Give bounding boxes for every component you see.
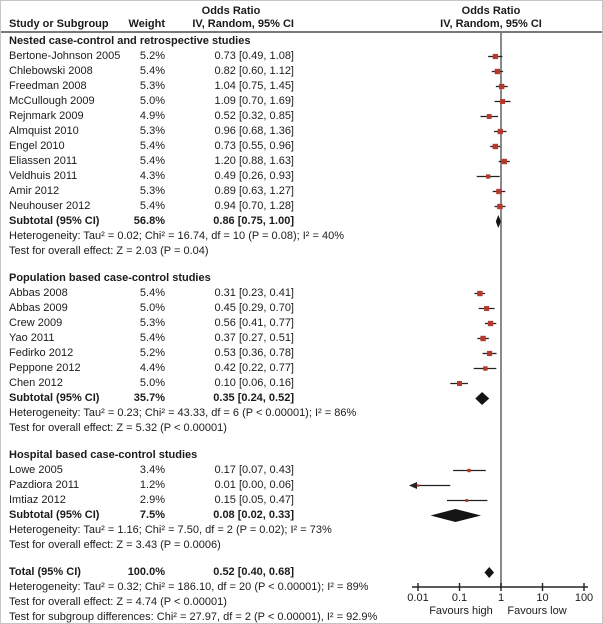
study-row xyxy=(1,64,603,79)
subtotal-row xyxy=(1,214,603,229)
study-weight: 4.4% xyxy=(139,362,165,374)
study-name: Bertone-Johnson 2005 xyxy=(9,50,121,62)
study-ci-text: 0.45 [0.29, 0.70] xyxy=(214,302,294,314)
right-ci-column-header: IV, Random, 95% CI xyxy=(440,18,542,30)
study-ci-text: 0.73 [0.49, 1.08] xyxy=(214,50,294,62)
study-ci-text: 0.37 [0.27, 0.51] xyxy=(214,332,294,344)
study-ci-text: 0.01 [0.00, 0.06] xyxy=(214,479,294,491)
subgroup-differences-note: Test for subgroup differences: Chi² = 27.97, df = 2 (P < 0.00001), I² = 92.9% xyxy=(9,611,378,623)
study-ci-text: 0.94 [0.70, 1.28] xyxy=(214,200,294,212)
study-weight: 2.9% xyxy=(139,494,165,506)
study-weight: 5.0% xyxy=(139,377,165,389)
x-axis-tick-label: 1 xyxy=(497,592,505,604)
group-title: Population based case-control studies xyxy=(9,272,211,284)
overall-effect-row xyxy=(1,538,603,553)
heterogeneity-row xyxy=(1,523,603,538)
study-name: Chen 2012 xyxy=(9,377,63,389)
study-ci-text: 0.82 [0.60, 1.12] xyxy=(214,65,294,77)
x-axis-tick-label: 10 xyxy=(536,592,549,604)
group-title-row xyxy=(1,448,603,463)
total-heterogeneity-note: Heterogeneity: Tau² = 0.32; Chi² = 186.10, df = 20 (P < 0.00001); I² = 89% xyxy=(9,581,369,593)
study-name: Veldhuis 2011 xyxy=(9,170,78,182)
subtotal-label: Subtotal (95% CI) xyxy=(9,509,100,521)
study-row xyxy=(1,199,603,214)
study-weight: 5.4% xyxy=(139,155,165,167)
study-row xyxy=(1,478,603,493)
study-weight: 5.3% xyxy=(139,80,165,92)
subtotal-weight: 7.5% xyxy=(139,509,165,521)
study-ci-text: 0.73 [0.55, 0.96] xyxy=(214,140,294,152)
total-label: Total (95% CI) xyxy=(9,566,81,578)
weight-column-header: Weight xyxy=(128,18,165,30)
study-name: Abbas 2008 xyxy=(9,287,68,299)
study-row xyxy=(1,94,603,109)
subtotal-ci-text: 0.08 [0.02, 0.33] xyxy=(213,509,294,521)
left-effect-measure-title: Odds Ratio xyxy=(201,5,261,17)
study-weight: 5.4% xyxy=(139,200,165,212)
x-axis-tick-label: 0.1 xyxy=(451,592,468,604)
total-row xyxy=(1,565,603,580)
study-name: Chlebowski 2008 xyxy=(9,65,93,77)
study-weight: 4.3% xyxy=(139,170,165,182)
subtotal-row xyxy=(1,508,603,523)
study-column-header: Study or Subgroup xyxy=(9,18,109,30)
study-ci-text: 1.20 [0.88, 1.63] xyxy=(214,155,294,167)
total-note-row xyxy=(1,580,603,595)
study-weight: 3.4% xyxy=(139,464,165,476)
study-ci-text: 0.53 [0.36, 0.78] xyxy=(214,347,294,359)
study-weight: 5.3% xyxy=(139,125,165,137)
group-title-row xyxy=(1,34,603,49)
study-name: Amir 2012 xyxy=(9,185,60,197)
total-weight: 100.0% xyxy=(127,566,165,578)
study-ci-text: 0.52 [0.32, 0.85] xyxy=(214,110,294,122)
overall-effect-note: Test for overall effect: Z = 3.43 (P = 0.0006) xyxy=(9,539,221,551)
study-weight: 5.3% xyxy=(139,317,165,329)
study-name: Yao 2011 xyxy=(9,332,55,344)
subtotal-weight: 35.7% xyxy=(133,392,165,404)
study-name: Peppone 2012 xyxy=(9,362,81,374)
x-axis-tick-label: 0.01 xyxy=(407,592,429,604)
heterogeneity-note: Heterogeneity: Tau² = 0.23; Chi² = 43.33, df = 6 (P < 0.00001); I² = 86% xyxy=(9,407,357,419)
study-weight: 5.2% xyxy=(139,347,165,359)
study-row xyxy=(1,139,603,154)
study-weight: 5.4% xyxy=(139,287,165,299)
study-ci-text: 1.09 [0.70, 1.69] xyxy=(214,95,294,107)
subtotal-row xyxy=(1,391,603,406)
study-weight: 5.2% xyxy=(139,50,165,62)
study-row xyxy=(1,316,603,331)
group-title-row xyxy=(1,271,603,286)
heterogeneity-row xyxy=(1,229,603,244)
study-weight: 4.9% xyxy=(139,110,165,122)
study-name: Eliassen 2011 xyxy=(9,155,78,167)
heterogeneity-note: Heterogeneity: Tau² = 1.16; Chi² = 7.50, df = 2 (P = 0.02); I² = 73% xyxy=(9,524,332,536)
study-ci-text: 0.31 [0.23, 0.41] xyxy=(214,287,294,299)
study-name: Crew 2009 xyxy=(9,317,63,329)
favours-left-label: Favours high xyxy=(429,605,493,617)
study-ci-text: 0.96 [0.68, 1.36] xyxy=(214,125,294,137)
study-weight: 5.0% xyxy=(139,95,165,107)
ci-column-header: IV, Random, 95% CI xyxy=(192,18,294,30)
study-row xyxy=(1,169,603,184)
heterogeneity-note: Heterogeneity: Tau² = 0.02; Chi² = 16.74, df = 10 (P = 0.08); I² = 40% xyxy=(9,230,344,242)
study-row xyxy=(1,376,603,391)
study-row xyxy=(1,346,603,361)
overall-effect-note: Test for overall effect: Z = 2.03 (P = 0.04) xyxy=(9,245,209,257)
subtotal-label: Subtotal (95% CI) xyxy=(9,215,100,227)
heterogeneity-row xyxy=(1,406,603,421)
study-name: Engel 2010 xyxy=(9,140,65,152)
study-row xyxy=(1,184,603,199)
study-weight: 5.4% xyxy=(139,332,165,344)
study-weight: 5.3% xyxy=(139,185,165,197)
study-ci-text: 0.15 [0.05, 0.47] xyxy=(214,494,294,506)
study-weight: 5.0% xyxy=(139,302,165,314)
study-row xyxy=(1,49,603,64)
study-name: Pazdiora 2011 xyxy=(9,479,80,491)
subtotal-ci-text: 0.35 [0.24, 0.52] xyxy=(213,392,294,404)
study-ci-text: 0.10 [0.06, 0.16] xyxy=(214,377,294,389)
study-row xyxy=(1,79,603,94)
x-axis-tick-label: 100 xyxy=(574,592,594,604)
study-ci-text: 0.17 [0.07, 0.43] xyxy=(214,464,294,476)
study-row xyxy=(1,124,603,139)
group-title: Hospital based case-control studies xyxy=(9,449,198,461)
study-name: Fedirko 2012 xyxy=(9,347,74,359)
right-effect-measure-title: Odds Ratio xyxy=(461,5,521,17)
group-title: Nested case-control and retrospective studies xyxy=(9,35,251,47)
study-name: Neuhouser 2012 xyxy=(9,200,91,212)
study-row xyxy=(1,493,603,508)
study-ci-text: 0.49 [0.26, 0.93] xyxy=(214,170,294,182)
study-ci-text: 0.56 [0.41, 0.77] xyxy=(214,317,294,329)
study-row xyxy=(1,463,603,478)
study-name: McCullough 2009 xyxy=(9,95,95,107)
study-weight: 1.2% xyxy=(139,479,165,491)
subtotal-ci-text: 0.86 [0.75, 1.00] xyxy=(213,215,294,227)
study-row xyxy=(1,361,603,376)
study-ci-text: 0.42 [0.22, 0.77] xyxy=(214,362,294,374)
overall-effect-row xyxy=(1,244,603,259)
study-name: Freedman 2008 xyxy=(9,80,87,92)
favours-right-label: Favours low xyxy=(507,605,567,617)
study-name: Almquist 2010 xyxy=(9,125,79,137)
study-weight: 5.4% xyxy=(139,140,165,152)
study-row xyxy=(1,154,603,169)
study-weight: 5.4% xyxy=(139,65,165,77)
study-name: Lowe 2005 xyxy=(9,464,63,476)
total-overall-effect-note: Test for overall effect: Z = 4.74 (P < 0.00001) xyxy=(9,596,227,608)
study-name: Abbas 2009 xyxy=(9,302,68,314)
study-ci-text: 0.89 [0.63, 1.27] xyxy=(214,185,294,197)
study-name: Imtiaz 2012 xyxy=(9,494,66,506)
study-row xyxy=(1,301,603,316)
study-row xyxy=(1,109,603,124)
overall-effect-row xyxy=(1,421,603,436)
study-row xyxy=(1,331,603,346)
subtotal-weight: 56.8% xyxy=(133,215,165,227)
overall-effect-note: Test for overall effect: Z = 5.32 (P < 0.00001) xyxy=(9,422,227,434)
study-ci-text: 1.04 [0.75, 1.45] xyxy=(214,80,294,92)
subtotal-label: Subtotal (95% CI) xyxy=(9,392,100,404)
study-name: Rejnmark 2009 xyxy=(9,110,84,122)
header-rule xyxy=(1,31,603,33)
study-row xyxy=(1,286,603,301)
total-ci-text: 0.52 [0.40, 0.68] xyxy=(213,566,294,578)
